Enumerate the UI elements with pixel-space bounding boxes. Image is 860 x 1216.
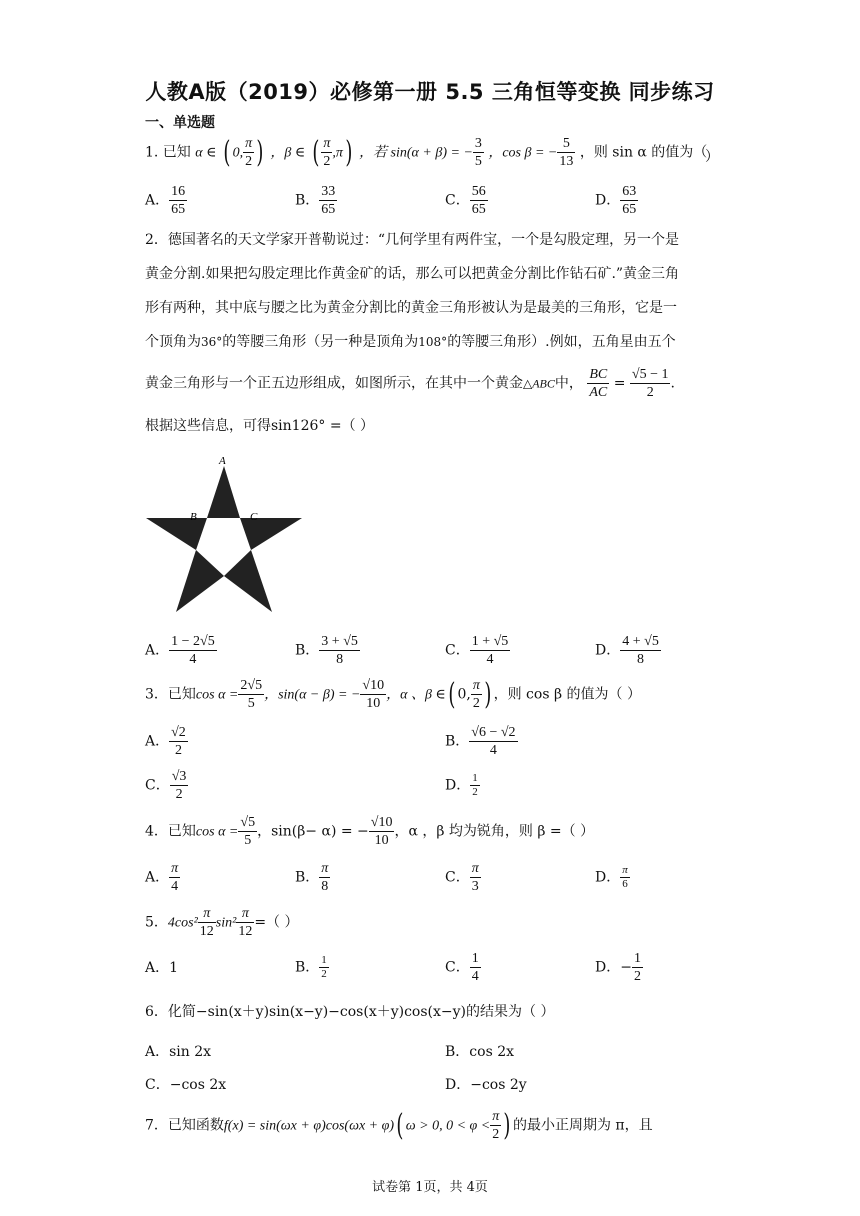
page-title: 人教A版（2019）必修第一册 5.5 三角恒等变换 同步练习 bbox=[145, 80, 715, 104]
q5-lead: 5． bbox=[145, 914, 168, 931]
paren-close: ) bbox=[256, 134, 264, 170]
q1-thirteen: 13 bbox=[559, 154, 574, 169]
option-label: A． bbox=[145, 1044, 170, 1060]
q2-paren: （ ） bbox=[341, 418, 375, 434]
option-den: 4 bbox=[489, 743, 497, 758]
q3-option-d[interactable] bbox=[445, 772, 480, 799]
option-label: B． bbox=[445, 733, 470, 750]
option-value: cos 2x bbox=[469, 1044, 515, 1060]
q4-d2: 10 bbox=[374, 833, 389, 848]
q1-option-d[interactable] bbox=[595, 183, 638, 218]
q7-expr: f(x) = sin(ωx + φ)cos(ωx + φ) bbox=[223, 1118, 395, 1134]
q3-option-a[interactable] bbox=[145, 724, 188, 759]
paren-close: ) bbox=[345, 134, 353, 170]
option-den: 4 bbox=[486, 652, 494, 667]
option-label: A． bbox=[145, 192, 170, 209]
q2-text: 根据这些信息，可得 bbox=[145, 418, 271, 434]
q1-beta: ，β ∈ bbox=[270, 145, 306, 161]
option-label: B． bbox=[445, 1044, 470, 1060]
option-num: π bbox=[471, 861, 479, 876]
option-den: 65 bbox=[171, 202, 186, 217]
q2-line-3: 形有两种，其中底与腰之比为黄金分割比的黄金三角形被认为是最美的三角形，它是一 bbox=[145, 300, 677, 316]
q1-two: 2 bbox=[245, 154, 253, 169]
label-c: C bbox=[250, 511, 258, 523]
option-num: 1 + √5 bbox=[471, 634, 509, 649]
q3-iv: 0, bbox=[457, 686, 471, 703]
q4-d1: 5 bbox=[244, 833, 252, 848]
option-value: 1 bbox=[169, 960, 179, 976]
option-num: 3 + √5 bbox=[321, 634, 358, 649]
q2-option-a[interactable] bbox=[145, 633, 217, 668]
option-num: 1 bbox=[471, 951, 479, 966]
option-label: D． bbox=[445, 777, 471, 794]
option-den: 3 bbox=[471, 879, 479, 894]
q2-text: 的等腰三角形（另一种是顶角为 bbox=[222, 334, 419, 350]
option-label: A． bbox=[145, 642, 170, 659]
q6-option-c[interactable] bbox=[145, 1075, 226, 1095]
q3-n2: √10 bbox=[362, 678, 385, 693]
option-label: D． bbox=[595, 869, 621, 886]
option-den: 8 bbox=[321, 879, 329, 894]
option-label: A． bbox=[145, 869, 170, 886]
q2-sin126: sin126° = bbox=[271, 418, 342, 434]
option-den: 2 bbox=[633, 969, 641, 984]
option-num: √3 bbox=[171, 769, 187, 784]
q4-n2: √10 bbox=[370, 815, 393, 830]
q5-expr-b: sin² bbox=[215, 915, 237, 931]
option-num: 33 bbox=[321, 184, 336, 199]
option-den: 65 bbox=[622, 202, 637, 217]
q1-lead: 1. 已知 bbox=[145, 144, 191, 161]
q1-pi: π bbox=[245, 136, 253, 151]
option-value: sin 2x bbox=[169, 1044, 212, 1060]
q3-pi: π bbox=[472, 678, 480, 693]
option-den: 4 bbox=[189, 652, 197, 667]
q2-text: 个顶角为 bbox=[145, 334, 201, 350]
q4-cosa: cos α = bbox=[195, 824, 239, 840]
q2-ratio-den: 2 bbox=[646, 385, 654, 400]
option-den: 65 bbox=[321, 202, 336, 217]
q3-cosa: cos α = bbox=[195, 687, 239, 703]
q2-text: 的等腰三角形）.例如，五角星由五个 bbox=[447, 334, 676, 350]
q2-line-5: 黄金三角形与一个正五边形组成，如图所示，在其中一个黄金△ABC中， $\frac{BC}{AC}$ = $\frac{√5 - 1}{2}$ . bbox=[145, 367, 675, 400]
q4-option-b[interactable] bbox=[295, 860, 330, 895]
q2-option-c[interactable] bbox=[445, 633, 510, 668]
q1-option-c[interactable] bbox=[445, 183, 488, 218]
q1-pi2: π bbox=[323, 136, 331, 151]
q5-twelve2: 12 bbox=[238, 924, 253, 939]
option-den: 4 bbox=[171, 879, 179, 894]
q1-tail: ，则 sin α 的值为（ bbox=[579, 144, 708, 161]
q1-interval-b: ,π bbox=[332, 145, 343, 161]
q6-option-a[interactable] bbox=[145, 1042, 211, 1062]
q7-pi: π bbox=[492, 1109, 500, 1124]
paren-open: ( bbox=[311, 134, 320, 170]
option-label: C． bbox=[145, 777, 170, 794]
q2-line-1: 2．德国著名的天文学家开普勒说过：“几何学里有两件宝，一个是勾股定理，另一个是 bbox=[145, 232, 680, 248]
option-den: 65 bbox=[471, 202, 486, 217]
option-label: D． bbox=[595, 959, 621, 976]
q4-tail: ，α ，β 均为锐角，则 β =（ ） bbox=[394, 823, 595, 840]
question-5 bbox=[145, 905, 299, 940]
option-den: 2 bbox=[174, 743, 182, 758]
q2-text: 黄金三角形与一个正五边形组成，如图所示，在其中一个黄金 bbox=[145, 375, 523, 392]
q1-five2: 5 bbox=[557, 135, 575, 153]
paren-close: ) bbox=[503, 1107, 511, 1143]
option-label: C． bbox=[445, 192, 470, 209]
q3-d2: 10 bbox=[366, 696, 381, 711]
page-footer: 试卷第 1页，共 4页 bbox=[372, 1180, 488, 1195]
q4-n1: √5 bbox=[240, 815, 256, 830]
q3-two: 2 bbox=[472, 696, 480, 711]
option-den: 4 bbox=[471, 969, 479, 984]
paren-open: ( bbox=[448, 676, 456, 712]
q3-mid: ，α 、β ∈ bbox=[386, 687, 446, 703]
q3-tail: ，则 cos β 的值为（ ） bbox=[493, 686, 641, 703]
q3-d1: 5 bbox=[247, 696, 255, 711]
option-num: π bbox=[622, 864, 628, 876]
q1-three: 3 bbox=[474, 136, 482, 151]
label-b: B bbox=[190, 511, 197, 523]
option-label: D． bbox=[595, 192, 621, 209]
q1-close: ） bbox=[705, 149, 719, 165]
q5-pi: π bbox=[198, 905, 216, 923]
q6-option-d[interactable] bbox=[445, 1075, 527, 1095]
q3-option-c[interactable] bbox=[145, 768, 188, 803]
question-7 bbox=[145, 1108, 653, 1143]
q1-cosb: ，cos β = − bbox=[488, 145, 558, 161]
q7-cond: ω > 0, 0 < φ < bbox=[405, 1118, 491, 1134]
q7-lead: 7．已知函数 bbox=[145, 1117, 224, 1134]
q2-option-b[interactable] bbox=[295, 633, 360, 668]
option-den: 6 bbox=[622, 878, 628, 890]
question-6: 6．化简−sin(x＋y)sin(x−y)−cos(x＋y)cos(x−y)的结果为（ ） bbox=[145, 1004, 555, 1020]
q1-alpha: α ∈ bbox=[195, 145, 217, 161]
option-den: 8 bbox=[637, 652, 645, 667]
option-label: C． bbox=[445, 959, 470, 976]
option-label: B． bbox=[295, 192, 320, 209]
q2-line-6 bbox=[145, 416, 374, 436]
q7-tail: 的最小正周期为 π，且 bbox=[512, 1117, 653, 1134]
q2-bc: BC bbox=[589, 367, 608, 382]
option-prefix: − bbox=[620, 959, 632, 976]
q2-option-d[interactable] bbox=[595, 633, 661, 668]
q3-sinab: ，sin(α − β) = − bbox=[264, 687, 361, 703]
option-label: A． bbox=[145, 960, 170, 976]
q2-deg36: 36° bbox=[201, 335, 223, 349]
q2-line-2: 黄金分割.如果把勾股定理比作黄金矿的话，那么可以把黄金分割比作钻石矿.”黄金三角 bbox=[145, 266, 680, 282]
q5-option-b[interactable] bbox=[295, 954, 329, 981]
q6-option-b[interactable] bbox=[445, 1042, 514, 1062]
option-num: 56 bbox=[471, 184, 486, 199]
option-num: 1 bbox=[472, 772, 478, 784]
option-label: A． bbox=[145, 733, 170, 750]
q1-cond: ，若 sin(α + β) = − bbox=[359, 145, 473, 161]
option-num: 1 bbox=[321, 954, 327, 966]
option-label: B． bbox=[295, 869, 320, 886]
q2-deg108: 108° bbox=[418, 335, 448, 349]
q2-ac: AC bbox=[589, 385, 608, 400]
q4-lead: 4．已知 bbox=[145, 823, 196, 840]
option-label: D． bbox=[445, 1077, 471, 1093]
q3-option-b[interactable] bbox=[445, 724, 518, 759]
q4-option-a[interactable] bbox=[145, 860, 180, 895]
q2-ratio-num: √5 − 1 bbox=[631, 367, 669, 382]
option-num: 63 bbox=[622, 184, 637, 199]
question-3 bbox=[145, 677, 641, 712]
option-label: C． bbox=[445, 642, 470, 659]
q7-two: 2 bbox=[492, 1127, 500, 1142]
q1-option-a[interactable] bbox=[145, 183, 187, 218]
option-label: B． bbox=[295, 959, 320, 976]
q2-triangle: △ABC bbox=[523, 376, 555, 391]
option-label: D． bbox=[595, 642, 621, 659]
paren-open: ( bbox=[223, 134, 231, 170]
q1-interval: 0, bbox=[232, 145, 244, 161]
q5-option-d[interactable] bbox=[595, 950, 643, 985]
q4-option-c[interactable] bbox=[445, 860, 481, 895]
option-value: −cos 2y bbox=[470, 1077, 527, 1093]
q1-two2: 2 bbox=[323, 154, 331, 169]
option-num: √2 bbox=[171, 725, 186, 740]
q5-option-a[interactable] bbox=[145, 958, 178, 978]
q5-tail: =（ ） bbox=[254, 914, 299, 931]
q2-line-4 bbox=[145, 332, 676, 352]
q4-sinba: ，sin(β− α) = − bbox=[257, 823, 369, 840]
option-num: 4 + √5 bbox=[622, 634, 659, 649]
q5-expr-a: 4cos² bbox=[167, 915, 198, 931]
q3-lead: 3．已知 bbox=[145, 686, 196, 703]
option-label: C． bbox=[445, 869, 470, 886]
option-num: π bbox=[321, 861, 329, 876]
star-figure bbox=[140, 452, 312, 624]
section-heading: 一、单选题 bbox=[145, 115, 215, 131]
option-num: 16 bbox=[171, 184, 186, 199]
option-den: 2 bbox=[175, 787, 183, 802]
option-den: 2 bbox=[321, 968, 327, 980]
paren-open: ( bbox=[396, 1107, 404, 1143]
question-1 bbox=[145, 135, 707, 170]
option-den: 2 bbox=[472, 786, 478, 798]
q2-text: 中， bbox=[554, 375, 583, 392]
label-a: A bbox=[219, 455, 226, 467]
paren-close: ) bbox=[484, 676, 492, 712]
q3-n1: 2√5 bbox=[240, 678, 263, 693]
option-label: C． bbox=[145, 1077, 170, 1093]
option-num: π bbox=[171, 861, 179, 876]
q4-option-d[interactable] bbox=[595, 864, 630, 891]
option-value: −cos 2x bbox=[169, 1077, 227, 1093]
option-num: √6 − √2 bbox=[471, 725, 516, 740]
q5-option-c[interactable] bbox=[445, 950, 481, 985]
q1-option-b[interactable] bbox=[295, 183, 337, 218]
q1-five: 5 bbox=[474, 154, 482, 169]
question-4 bbox=[145, 814, 594, 849]
option-label: B． bbox=[295, 642, 320, 659]
option-den: 8 bbox=[336, 652, 344, 667]
option-num: 1 − 2√5 bbox=[171, 634, 215, 649]
option-num: 1 bbox=[633, 951, 641, 966]
q5-pi2: π bbox=[236, 905, 254, 923]
q5-twelve: 12 bbox=[199, 924, 214, 939]
